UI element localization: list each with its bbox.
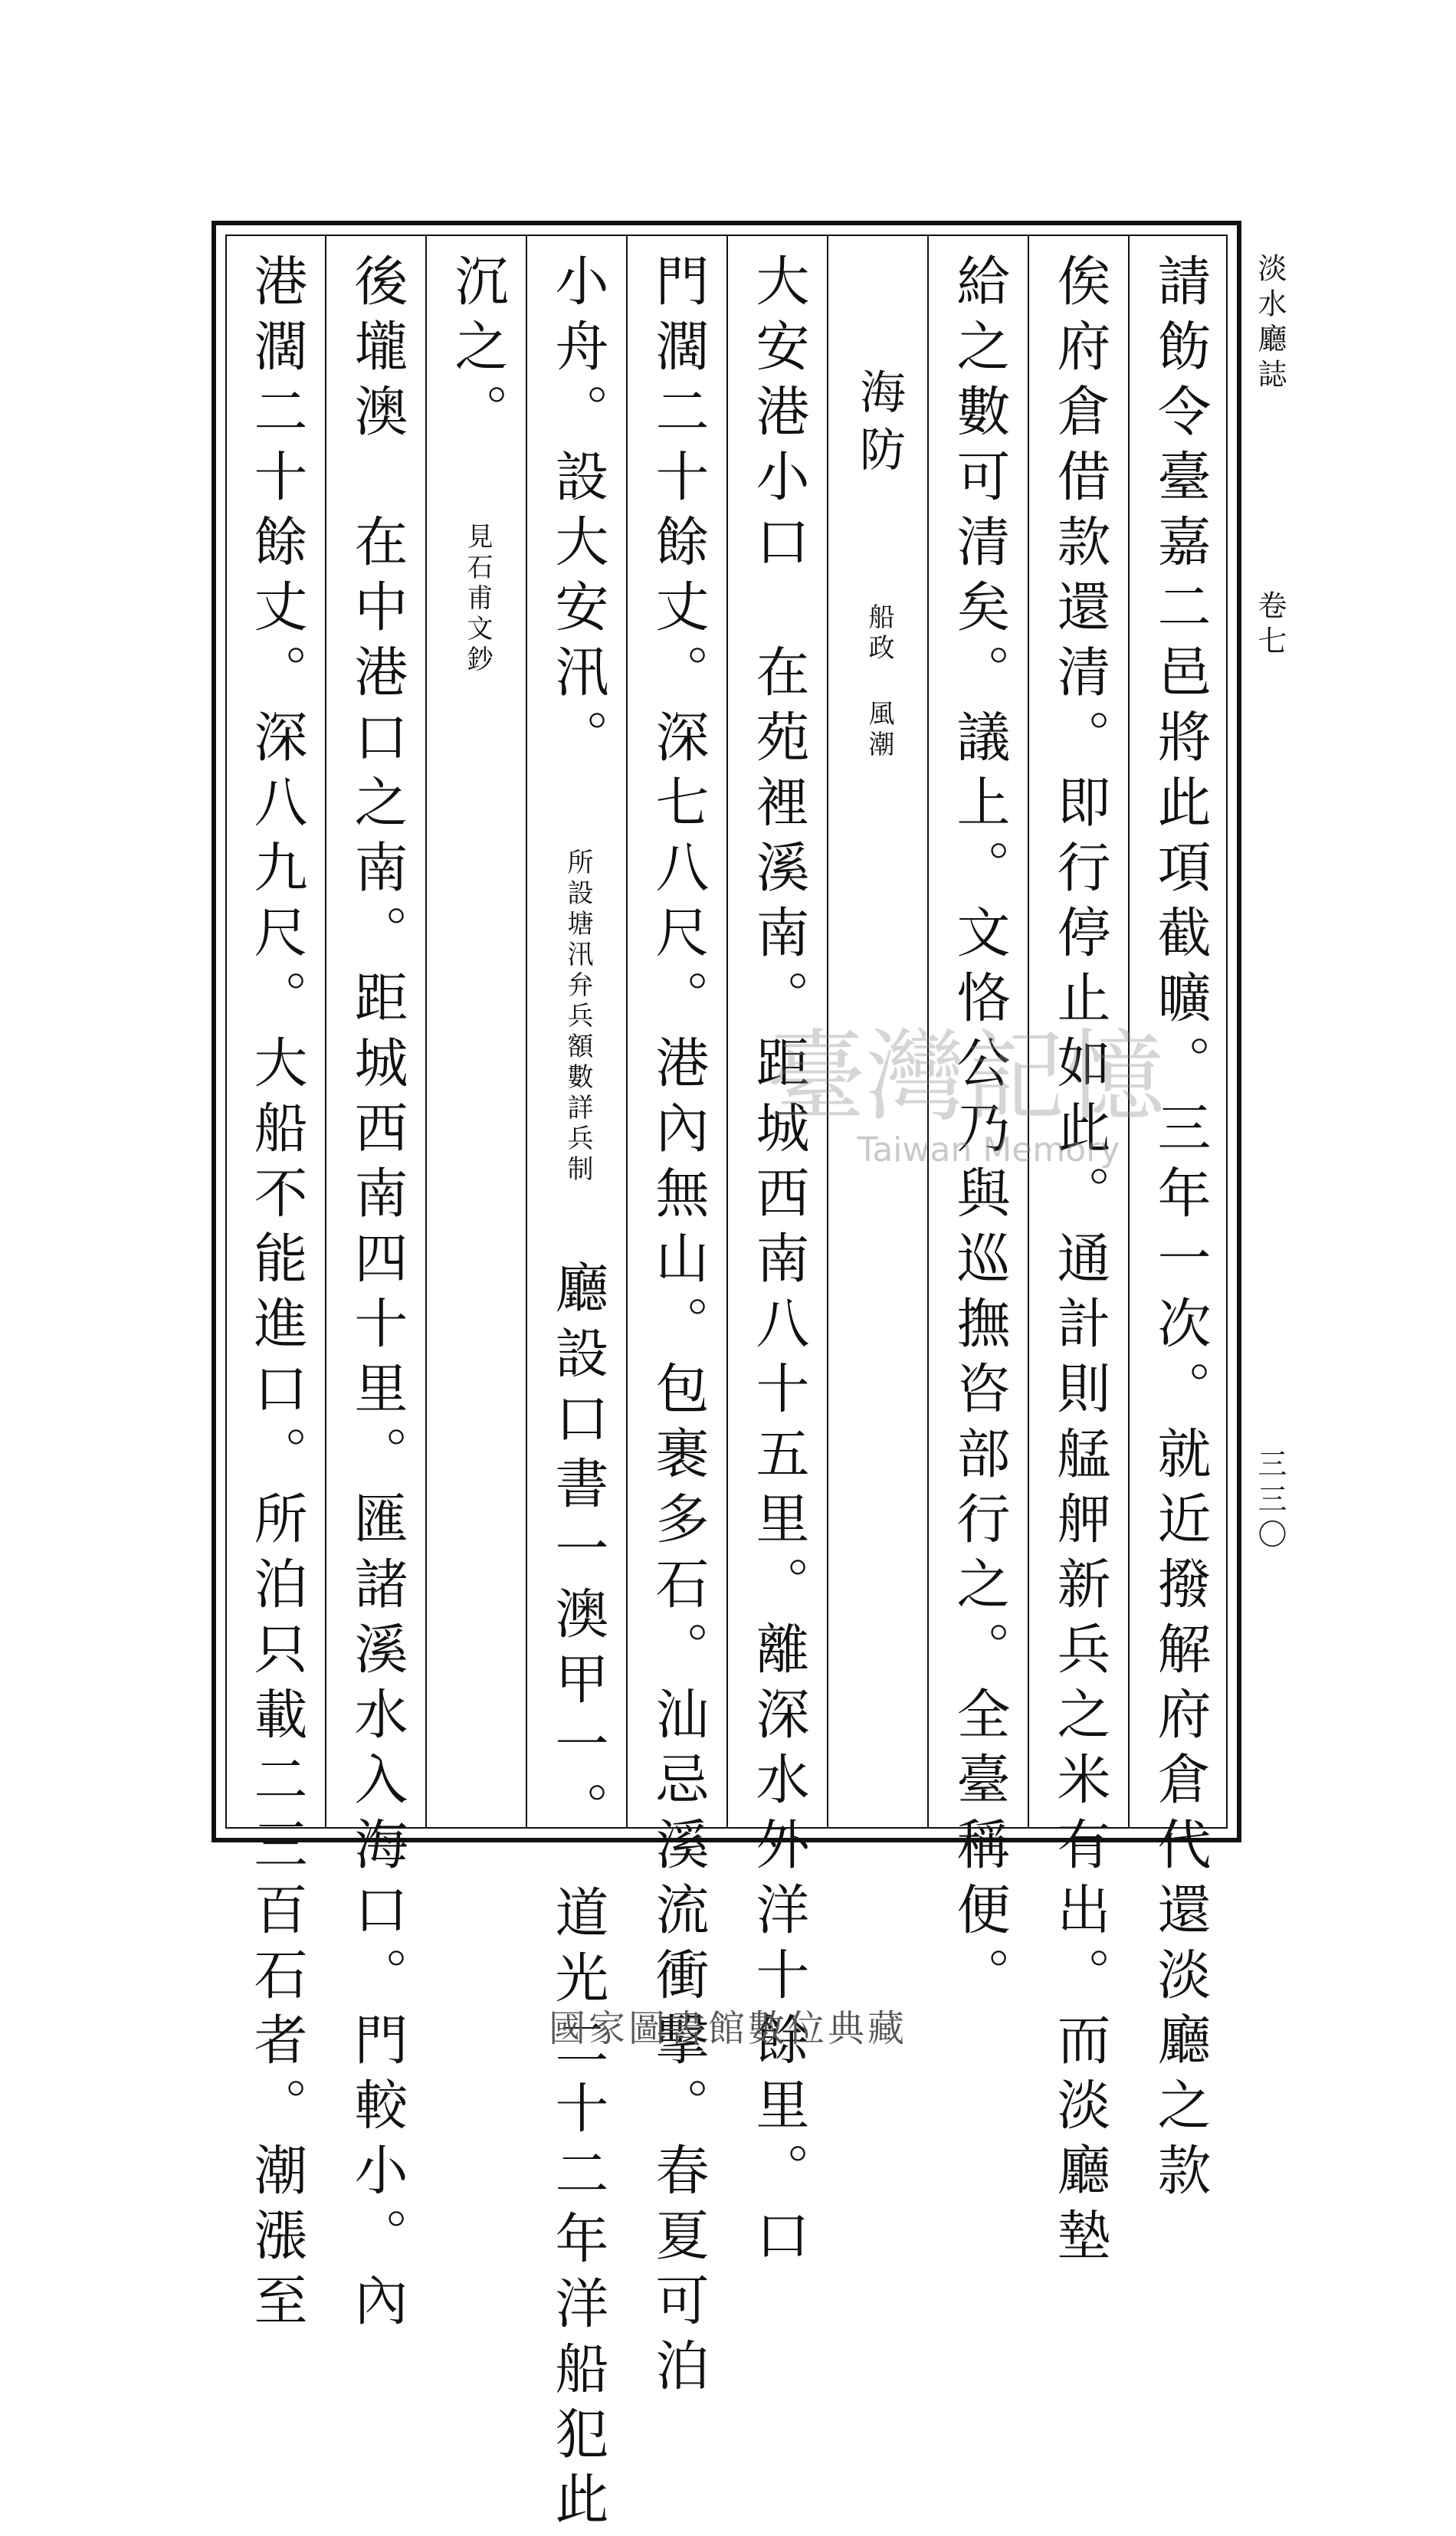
column-divider bbox=[1128, 236, 1130, 1827]
text-column-3 bbox=[941, 253, 1018, 2012]
side-header-volume: 卷七 bbox=[1253, 590, 1287, 661]
column-text: 給之數可清矣。議上。文恪公乃與巡撫咨部行之。全臺稱便。 bbox=[948, 253, 1011, 2012]
text-column-1 bbox=[1142, 253, 1218, 2207]
text-column-10 bbox=[238, 253, 315, 2338]
column-divider bbox=[325, 236, 326, 1827]
section-heading-column bbox=[841, 253, 917, 1824]
column-text-tail: 廳設口書一澳甲一。 道光二十二年洋船犯此 bbox=[546, 1260, 609, 2536]
text-column-8 bbox=[439, 253, 516, 1824]
column-text: 俟府倉借款還清。即行停止如此。通計則艋舺新兵之米有出。而淡廳墊 bbox=[1048, 253, 1111, 2272]
column-text: 小舟。設大安汛。 bbox=[546, 253, 609, 774]
column-divider bbox=[827, 236, 828, 1827]
column-divider bbox=[626, 236, 628, 1827]
column-divider bbox=[526, 236, 527, 1827]
side-header-book: 淡水廳誌 bbox=[1253, 253, 1287, 394]
column-divider bbox=[1028, 236, 1029, 1827]
column-text: 請飭令臺嘉二邑將此項截曠。三年一次。就近撥解府倉代還淡廳之款 bbox=[1149, 253, 1212, 2207]
column-text: 港濶二十餘丈。深八九尺。大船不能進口。所泊只載二三百石者。潮漲至 bbox=[245, 253, 308, 2338]
page-number: 三三〇 bbox=[1253, 1448, 1287, 1554]
text-column-2 bbox=[1041, 253, 1118, 2272]
column-text: 後壠澳 在中港口之南。距城西南四十里。匯諸溪水入海口。門較小。內 bbox=[346, 253, 408, 2338]
text-column-9 bbox=[339, 253, 415, 2338]
column-divider bbox=[927, 236, 929, 1827]
text-column-7 bbox=[539, 253, 616, 2536]
watermark-english: Taiwan Memory bbox=[857, 1130, 1120, 1170]
inline-note: 見石甫文鈔 bbox=[462, 523, 493, 676]
watermark-chinese: 臺灣記憶 bbox=[766, 1019, 1166, 1135]
footer-caption: 國家圖書館數位典藏 bbox=[548, 2007, 907, 2050]
inline-note: 所設塘汛弁兵額數詳兵制 bbox=[562, 848, 593, 1186]
text-column-6 bbox=[640, 253, 717, 2403]
section-subheading: 船政 風潮 bbox=[864, 603, 894, 761]
column-text: 門濶二十餘丈。深七八尺。港內無山。包裹多石。汕忌溪流衝擊。春夏可泊 bbox=[647, 253, 710, 2403]
section-heading: 海防 bbox=[852, 368, 906, 483]
column-divider bbox=[425, 236, 427, 1827]
column-divider bbox=[726, 236, 728, 1827]
column-text: 大安港小口 在苑裡溪南。距城西南八十五里。離深水外洋十餘里。口 bbox=[747, 253, 810, 2272]
text-column-5 bbox=[740, 253, 817, 2272]
column-text: 沉之。 bbox=[446, 253, 509, 448]
